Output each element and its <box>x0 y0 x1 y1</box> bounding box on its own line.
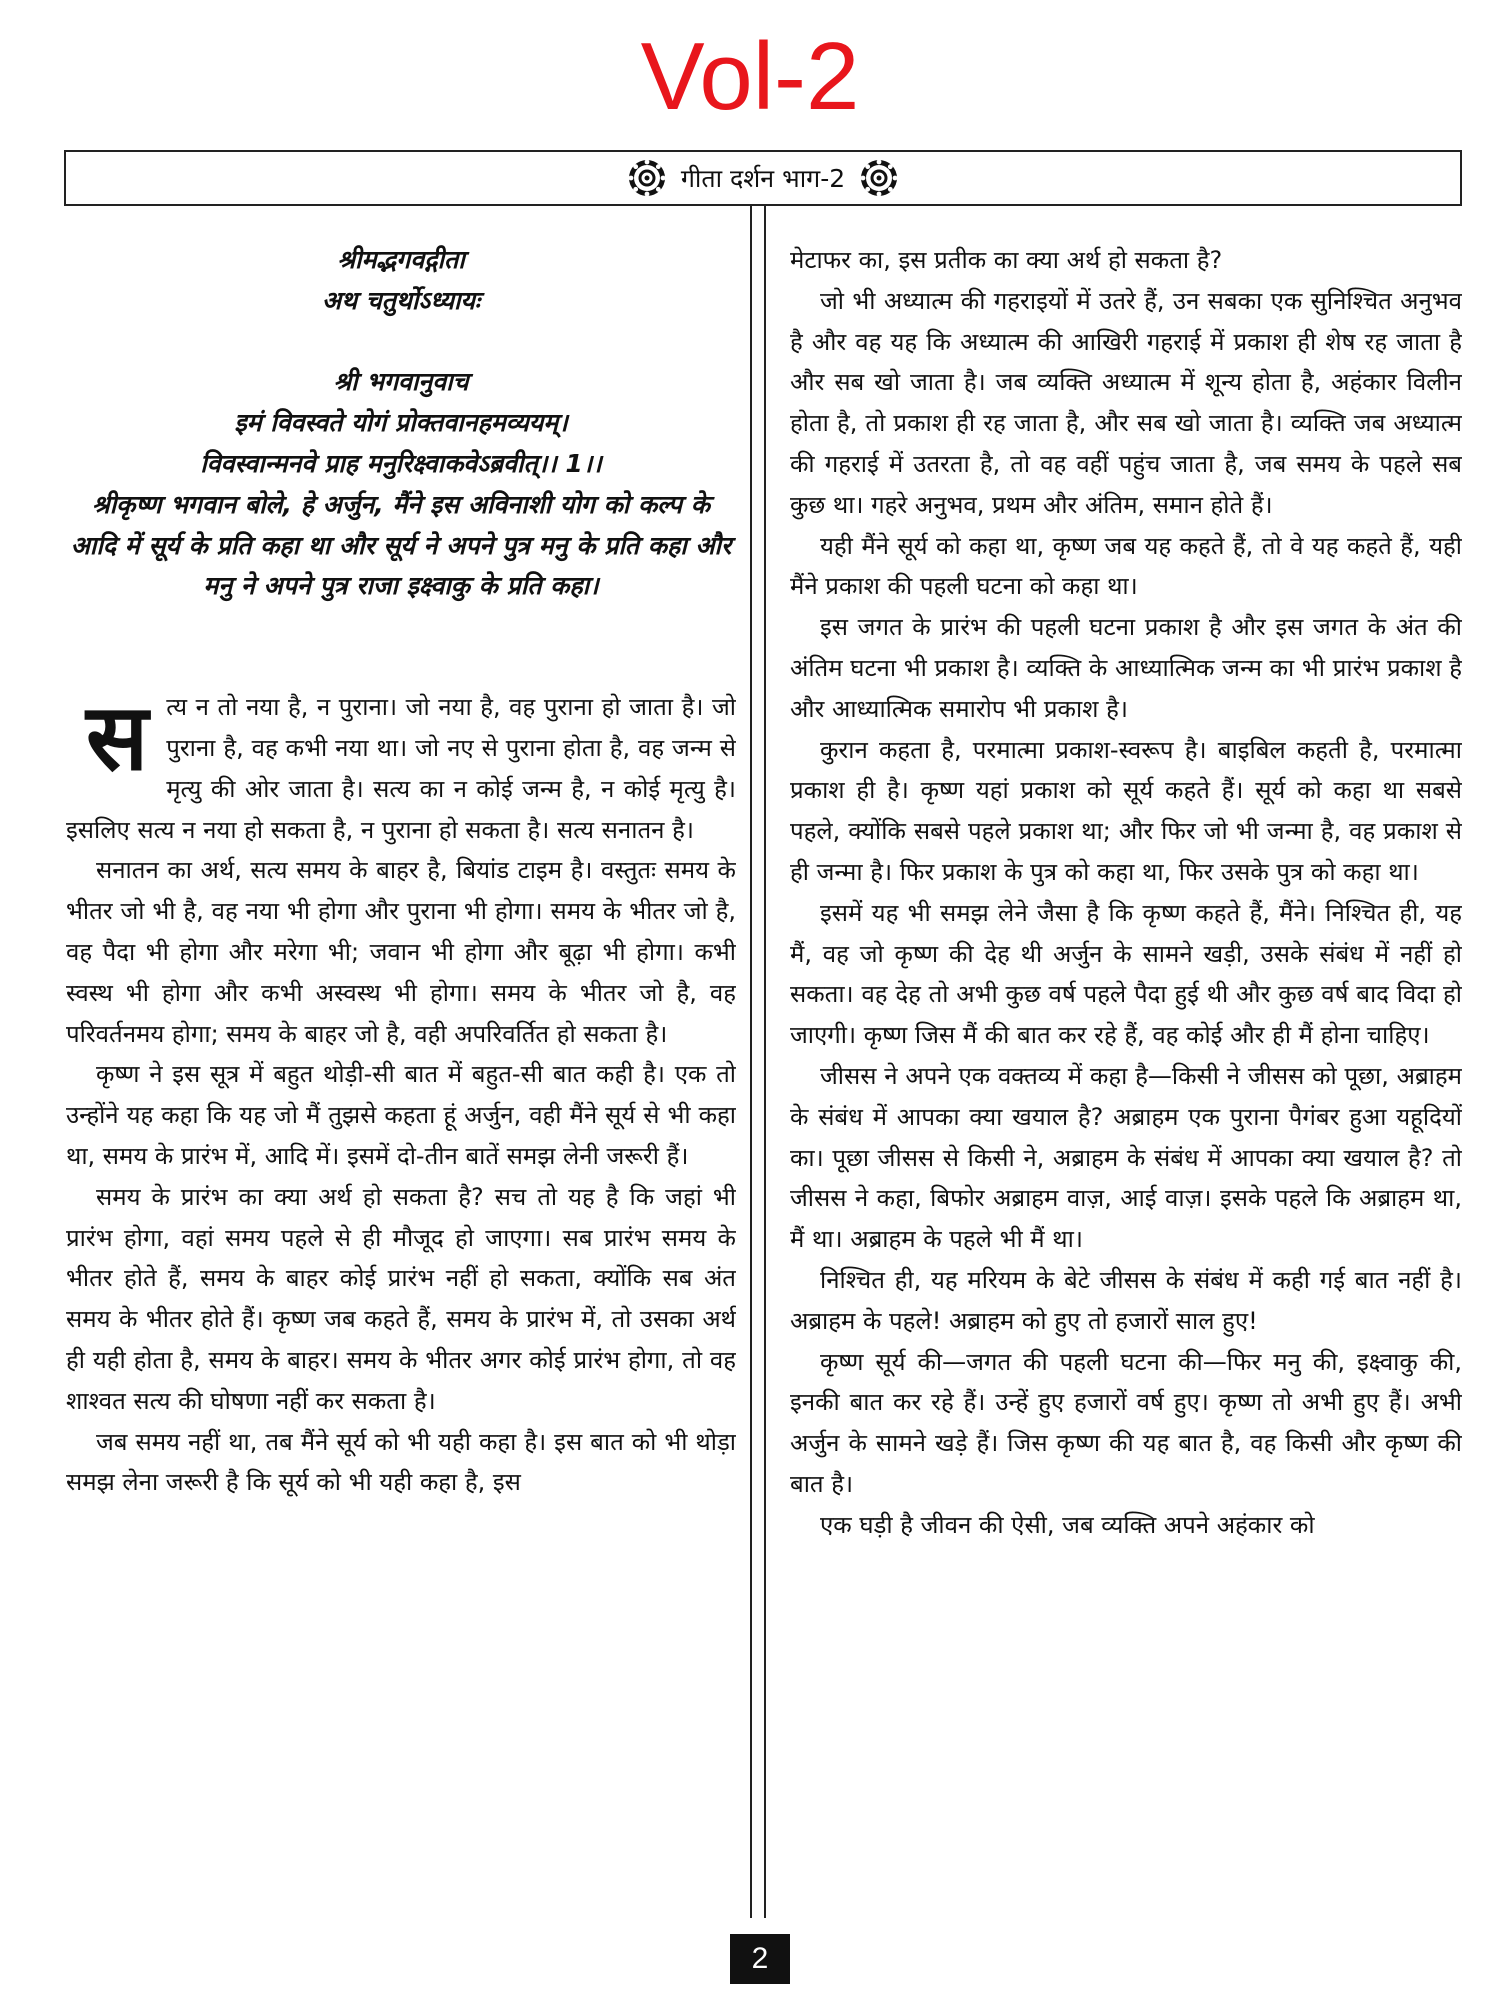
verse-line-1: इमं विवस्वते योगं प्रोक्तवानहमव्ययम्। <box>234 408 568 438</box>
body-paragraph: कृष्ण सूर्य की—जगत की पहली घटना की—फिर मनु की, इक्ष्वाकु की, इनकी बात कर रहे हैं। उन्हें हुए हजारों वर्ष हुए। कृष्ण तो अभी हुए हैं। अभी अर्जुन के सामने खड़े हैं। जिस कृष्ण की यह बात है, वह किसी और कृष्ण की बात है। <box>790 1347 1462 1498</box>
body-paragraph: कृष्ण ने इस सूत्र में बहुत थोड़ी-सी बात में बहुत-सी बात कही है। एक तो उन्होंने यह कहा कि यह जो मैं तुझसे कहता हूं अर्जुन, वही मैंने सूर्य से भी कहा था, समय के प्रारंभ में, आदि में। इसमें दो-तीन बातें समझ लेनी जरूरी हैं। <box>66 1060 736 1170</box>
body-paragraph: इस जगत के प्रारंभ की पहली घटना प्रकाश है और इस जगत के अंत की अंतिम घटना भी प्रकाश है। व्यक्ति के आध्यात्मिक जन्म का भी प्रारंभ प्रकाश है और आध्यात्मिक समारोप भी प्रकाश है। <box>790 613 1462 723</box>
volume-title: Vol-2 <box>640 23 860 130</box>
header-title: गीता दर्शन भाग-2 <box>680 164 846 193</box>
right-chakra-icon <box>859 158 899 198</box>
left-column <box>66 240 736 1880</box>
verse-translation: श्रीकृष्ण भगवान बोले, हे अर्जुन, मैंने इस अविनाशी योग को कल्प के आदि में सूर्य के प्रति कहा था और सूर्य ने अपने पुत्र मनु के प्रति कहा और मनु ने अपने पुत्र राजा इक्ष्वाकु के प्रति कहा। <box>70 489 732 601</box>
body-paragraph: मेटाफर का, इस प्रतीक का क्या अर्थ हो सकता है? <box>790 246 1223 274</box>
column-divider-right <box>764 206 766 1918</box>
body-paragraph: जब समय नहीं था, तब मैंने सूर्य को भी यही कहा है। इस बात को भी थोड़ा समझ लेना जरूरी है कि सूर्य को भी यही कहा है, इस <box>66 1427 736 1497</box>
drop-cap: स <box>86 684 149 792</box>
body-paragraph: जीसस ने अपने एक वक्तव्य में कहा है—किसी ने जीसस को पूछा, अब्राहम के संबंध में आपका क्या खयाल है? अब्राहम एक पुराना पैगंबर हुआ यहूदियों का। पूछा जीसस से किसी ने, अब्राहम के संबंध में आपका क्या खयाल है? तो जीसस ने कहा, बिफोर अब्राहम वाज़, आई वाज़। इसके पहले कि अब्राहम था, मैं था। अब्राहम के पहले भी मैं था। <box>790 1061 1462 1254</box>
body-paragraph: सनातन का अर्थ, सत्य समय के बाहर है, बियांड टाइम है। वस्तुतः समय के भीतर जो भी है, वह नया भी होगा और पुराना भी होगा। समय के भीतर जो है, वह पैदा भी होगा और मरेगा भी; जवान भी होगा और बूढ़ा भी होगा। कभी स्वस्थ भी होगा और कभी अस्वस्थ भी होगा। समय के भीतर जो है, वह परिवर्तनमय होगा; समय के बाहर जो है, वही अपरिवर्तित हो सकता है। <box>66 856 736 1048</box>
body-paragraph: निश्चित ही, यह मरियम के बेटे जीसस के संबंध में कही गई बात नहीं है। अब्राहम के पहले! अब्राहम को हुए तो हजारों साल हुए! <box>790 1265 1462 1335</box>
verse-line-2: विवस्वान्मनवे प्राह मनुरिक्ष्वाकवेऽब्रवीत्।। 1।। <box>200 448 602 478</box>
body-paragraph: इसमें यह भी समझ लेने जैसा है कि कृष्ण कहते हैं, मैंने। निश्चित ही, यह मैं, वह जो कृष्ण की देह थी अर्जुन के सामने खड़ी, उसके संबंध में नहीं हो सकता। वह देह तो अभी कुछ वर्ष पहले पैदा हुई थी और कुछ वर्ष बाद विदा हो जाएगी। कृष्ण जिस मैं की बात कर रहे हैं, वह कोई और ही मैं होना चाहिए। <box>790 898 1462 1050</box>
scripture-title: श्रीमद्भगवद्गीता <box>337 245 465 274</box>
right-column <box>790 240 1462 1880</box>
body-paragraph: समय के प्रारंभ का क्या अर्थ हो सकता है? सच तो यह है कि जहां भी प्रारंभ होगा, वहां समय पहले से ही मौजूद हो जाएगा। सब प्रारंभ समय के भीतर होते हैं, समय के बाहर कोई प्रारंभ नहीं हो सकता, क्योंकि सब अंत समय के भीतर होते हैं। कृष्ण जब कहते हैं, समय के प्रारंभ में, तो उसका अर्थ ही यही होता है, समय के बाहर। समय के भीतर अगर कोई प्रारंभ होगा, तो वह शाश्वत सत्य की घोषणा नहीं कर सकता है। <box>66 1182 736 1415</box>
running-header <box>64 150 1462 206</box>
verse-speaker: श्री भगवानुवाच <box>333 367 469 397</box>
body-paragraph: यही मैंने सूर्य को कहा था, कृष्ण जब यह कहते हैं, तो वे यह कहते हैं, यही मैंने प्रकाश की पहली घटना को कहा था। <box>790 531 1462 601</box>
body-paragraph: जो भी अध्यात्म की गहराइयों में उतरे हैं, उन सबका एक सुनिश्चित अनुभव है और वह यह कि अध्यात्म की आखिरी गहराई में प्रकाश ही शेष रह जाता है और सब खो जाता है। जब व्यक्ति अध्यात्म में शून्य होता है, अहंकार विलीन होता है, तो प्रकाश ही रह जाता है, और सब खो जाता है। व्यक्ति जब अध्यात्म की गहराई में उतरता है, तो वह वहीं पहुंच जाता है, जब समय के पहले सब कुछ था। गहरे अनुभव, प्रथम और अंतिम, समान होते हैं। <box>790 286 1462 519</box>
opening-paragraph: त्य न तो नया है, न पुराना। जो नया है, वह पुराना हो जाता है। जो पुराना है, वह कभी नया था। जो नए से पुराना होता है, वह जन्म से मृत्यु की ओर जाता है। सत्य का न कोई जन्म है, न कोई मृत्यु है। इसलिए सत्य न नया हो सकता है, न पुराना हो सकता है। सत्य सनातन है। <box>66 693 736 844</box>
body-paragraph: कुरान कहता है, परमात्मा प्रकाश-स्वरूप है। बाइबिल कहती है, परमात्मा प्रकाश ही है। कृष्ण यहां प्रकाश को सूर्य कहते हैं। सूर्य को कहा था सबसे पहले, क्योंकि सबसे पहले प्रकाश था; और फिर जो भी जन्मा है, वह प्रकाश से ही जन्मा है। फिर प्रकाश के पुत्र को कहा था, फिर उसके पुत्र को कहा था। <box>790 735 1462 886</box>
left-chakra-icon <box>627 158 667 198</box>
page-number: 2 <box>730 1934 790 1984</box>
column-divider-left <box>750 206 752 1918</box>
body-paragraph: एक घड़ी है जीवन की ऐसी, जब व्यक्ति अपने अहंकार को <box>820 1510 1315 1539</box>
chapter-title: अथ चतुर्थोऽध्यायः <box>322 285 480 315</box>
